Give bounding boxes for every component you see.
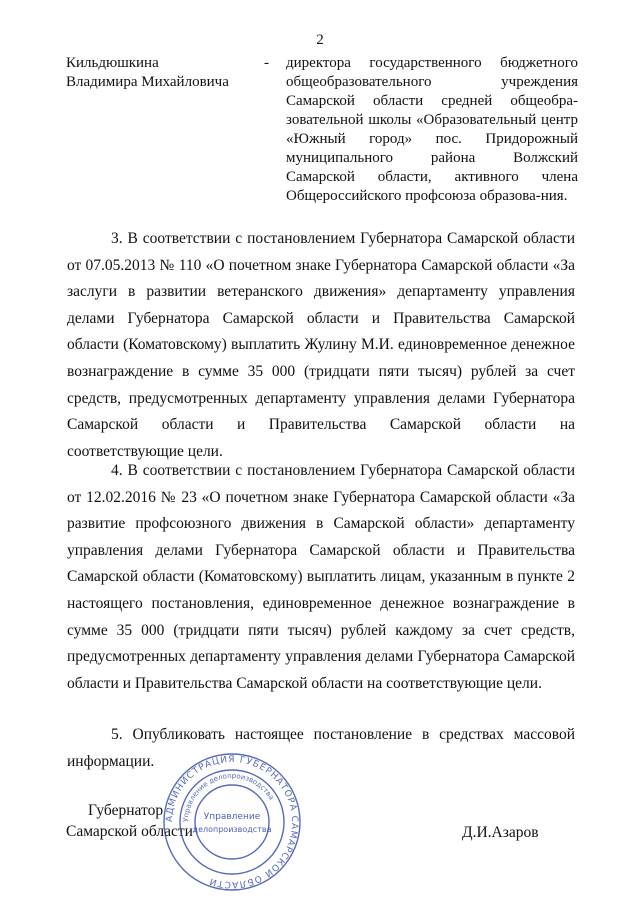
- signatory-name: Д.И.Азаров: [462, 824, 539, 841]
- appointee-given-names: Владимира Михайловича: [66, 74, 229, 90]
- signatory-title-line2: Самарской области: [66, 823, 193, 840]
- signatory-title-line1: Губернатор: [88, 802, 164, 819]
- appointee-name: [66, 54, 256, 92]
- appointee-dash: -: [264, 55, 269, 71]
- official-seal-stamp: [162, 752, 302, 892]
- stamp-center-line1: Управление: [203, 812, 261, 822]
- clause-3: 3. В соответствии с постановлением Губернатора Самарской области от 07.05.2013 № 110 «О почетном знаке Губернатора Самарской области «За заслуги в развитии ветеранского движения» департаменту управления делами Губернатора Самарской области и Правительства Самарской области (Коматовскому) выплатить Жулину М.И. единовременное денежное вознаграждение в сумме 35 000 (тридцати пяти тысяч) рублей за счет средств, предусмотренных департаменту управления делами Губернатора Самарской области и Правительства Самарской области на соответствующие цели.: [67, 230, 575, 460]
- page-number: 2: [316, 32, 324, 48]
- appointee-surname: Кильдюшкина: [66, 55, 159, 71]
- stamp-center-line2: делопроизводства: [192, 825, 272, 834]
- signature-block: [0, 780, 640, 905]
- clause-4: 4. В соответствии с постановлением Губернатора Самарской области от 12.02.2016 № 23 «О почетном знаке Губернатора Самарской области «За развитие профсоюзного движения в Самарской области» департаменту управления делами Губернатора Самарской области и Правительства Самарской области (Коматовскому) выплатить лицам, указанным в пункте 2 настоящего постановления, единовременное денежное вознаграждение в сумме 35 000 (тридцати пяти тысяч) рублей каждому за счет средств, предусмотренных департаменту управления делами Губернатора Самарской области и Правительства Самарской области на соответствующие цели.: [67, 462, 575, 692]
- clause-5: 5. Опубликовать настоящее постановление в средствах массовой информации.: [67, 726, 575, 770]
- appointee-entry: [66, 54, 578, 224]
- stamp-inner-ring-text: Управление делопроизводства: [181, 771, 276, 823]
- appointee-description: директора государственного бюджетного общеобразовательного учреждения Самарской области средней общеобра-зовательной школы «Образовательный центр «Южный город» пос. Придорожный муниципального района Волжский Самарской области, активного члена Общероссийского профсоюза образова-ния.: [286, 55, 578, 204]
- stamp-outer-text: АДМИНИСТРАЦИЯ ГУБЕРНАТОРА САМАРСКОЙ ОБЛАСТИ: [164, 754, 300, 890]
